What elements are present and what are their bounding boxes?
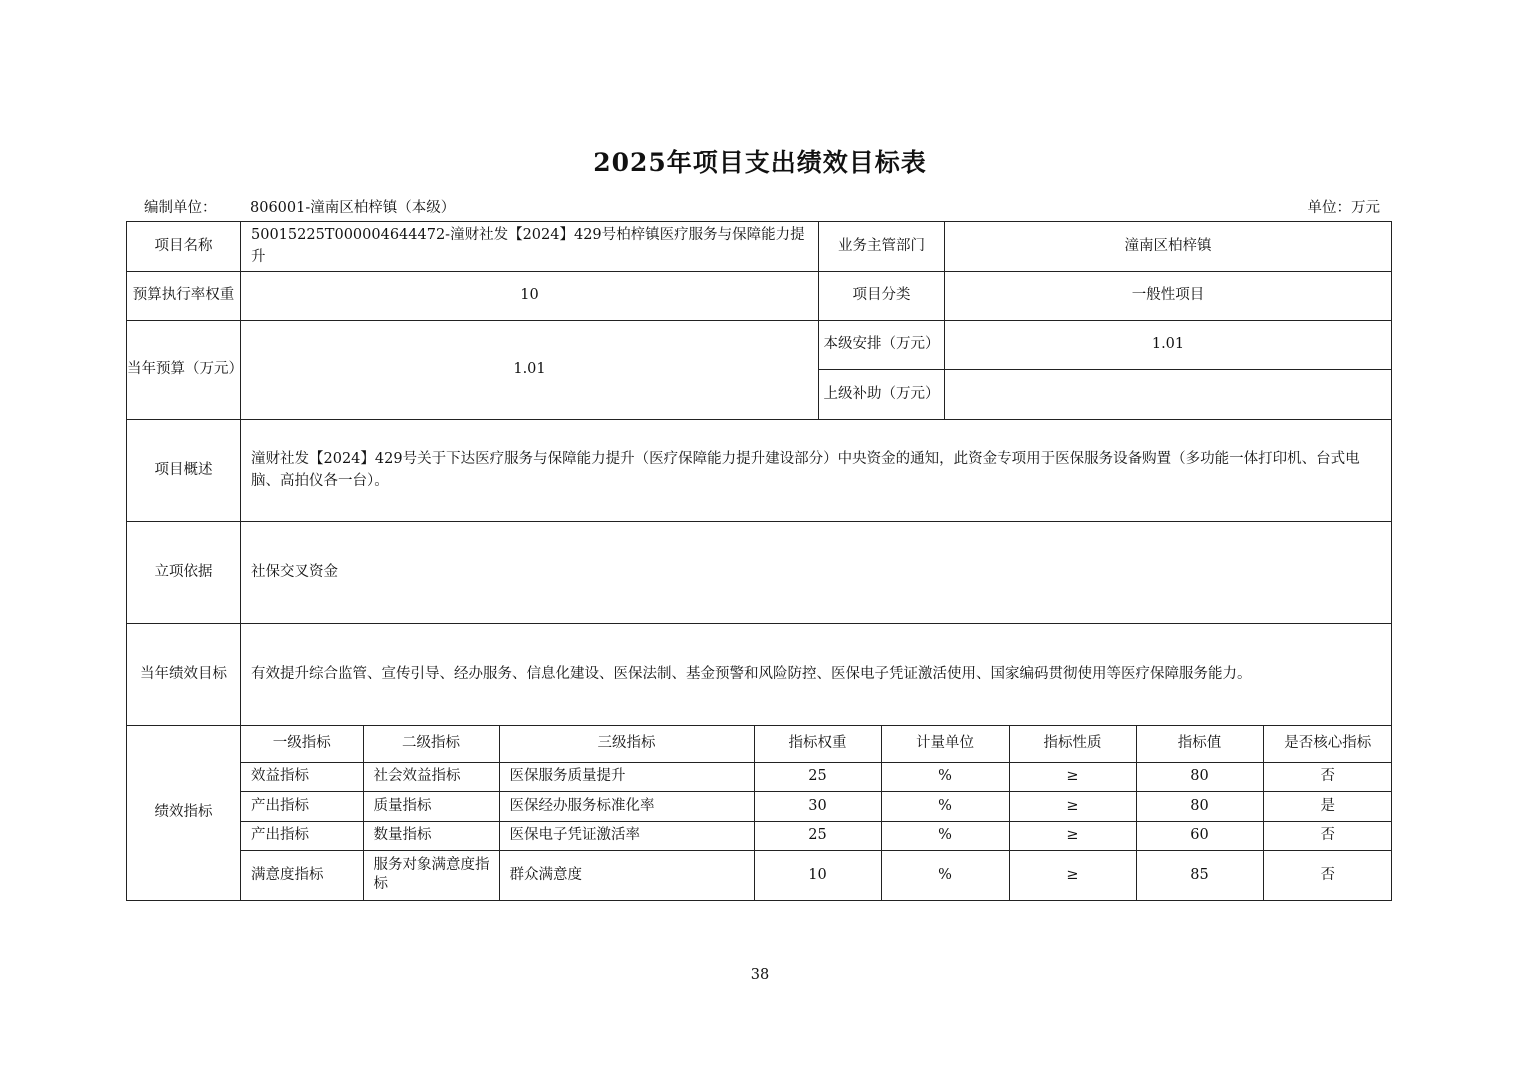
local-arrangement-value: 1.01 [945, 321, 1392, 370]
row-nature: ≥ [1009, 821, 1136, 850]
row-unit: % [881, 850, 1009, 900]
compiling-unit [144, 196, 455, 217]
row-value: 85 [1136, 850, 1263, 900]
row-level3: 医保服务质量提升 [499, 762, 754, 791]
table-row [241, 791, 1392, 821]
execution-weight-value: 10 [241, 272, 819, 321]
page-number: 38 [750, 967, 770, 983]
row-nature: ≥ [1009, 791, 1136, 821]
row-core: 否 [1263, 821, 1392, 850]
row-value: 80 [1136, 791, 1263, 821]
table-row [241, 762, 1392, 791]
table-row [241, 821, 1392, 850]
project-category-label: 项目分类 [819, 272, 945, 321]
row-unit: % [881, 791, 1009, 821]
annual-goal-label: 当年绩效目标 [127, 624, 241, 726]
department-value: 潼南区柏梓镇 [945, 222, 1392, 272]
row-level1: 满意度指标 [241, 850, 363, 900]
header-core: 是否核心指标 [1263, 726, 1392, 762]
row-core: 否 [1263, 762, 1392, 791]
overview-value: 潼财社发【2024】429号关于下达医疗服务与保障能力提升（医疗保障能力提升建设部分）中央资金的通知，此资金专项用于医保服务设备购置（多功能一体打印机、台式电脑、高拍仪各一台）。 [241, 420, 1392, 522]
row-level2: 质量指标 [363, 791, 499, 821]
performance-goal-table [126, 221, 1392, 901]
indicators-header-row [241, 726, 1392, 762]
row-weight: 25 [754, 821, 881, 850]
project-name-value: 50015225T000004644472-潼财社发【2024】429号柏梓镇医疗服务与保障能力提升 [241, 222, 819, 272]
row-value: 80 [1136, 762, 1263, 791]
row-level1: 效益指标 [241, 762, 363, 791]
row-level1: 产出指标 [241, 821, 363, 850]
row-level1: 产出指标 [241, 791, 363, 821]
indicators-cell [241, 726, 1392, 901]
overview-label: 项目概述 [127, 420, 241, 522]
basis-label: 立项依据 [127, 522, 241, 624]
row-level3: 医保电子凭证激活率 [499, 821, 754, 850]
row-weight: 10 [754, 850, 881, 900]
row-level3: 群众满意度 [499, 850, 754, 900]
row-weight: 25 [754, 762, 881, 791]
page-title: 2025年项目支出绩效目标表 [593, 148, 927, 177]
annual-budget-value: 1.01 [241, 321, 819, 420]
project-name-label: 项目名称 [127, 222, 241, 272]
row-core: 否 [1263, 850, 1392, 900]
table-row [241, 850, 1392, 900]
execution-weight-label: 预算执行率权重 [127, 272, 241, 321]
row-level3: 医保经办服务标准化率 [499, 791, 754, 821]
row-nature: ≥ [1009, 850, 1136, 900]
row-nature: ≥ [1009, 762, 1136, 791]
basis-value: 社保交叉资金 [241, 522, 1392, 624]
row-value: 60 [1136, 821, 1263, 850]
superior-subsidy-label: 上级补助（万元） [819, 370, 945, 420]
header-value: 指标值 [1136, 726, 1263, 762]
local-arrangement-label: 本级安排（万元） [819, 321, 945, 370]
row-level2: 社会效益指标 [363, 762, 499, 791]
row-unit: % [881, 762, 1009, 791]
compiling-unit-value: 806001-潼南区柏梓镇（本级） [250, 200, 456, 216]
annual-budget-label: 当年预算（万元） [127, 321, 241, 420]
currency-unit: 单位：万元 [1307, 200, 1380, 216]
superior-subsidy-value [945, 370, 1392, 420]
row-unit: % [881, 821, 1009, 850]
header-level1: 一级指标 [241, 726, 363, 762]
indicators-table [241, 726, 1392, 900]
header-unit: 计量单位 [881, 726, 1009, 762]
header-level2: 二级指标 [363, 726, 499, 762]
row-level2: 数量指标 [363, 821, 499, 850]
row-weight: 30 [754, 791, 881, 821]
row-core: 是 [1263, 791, 1392, 821]
row-level2: 服务对象满意度指标 [363, 850, 499, 900]
indicators-label: 绩效指标 [127, 726, 241, 901]
department-label: 业务主管部门 [819, 222, 945, 272]
annual-goal-value: 有效提升综合监管、宣传引导、经办服务、信息化建设、医保法制、基金预警和风险防控、医保电子凭证激活使用、国家编码贯彻使用等医疗保障服务能力。 [241, 624, 1392, 726]
header-nature: 指标性质 [1009, 726, 1136, 762]
header-level3: 三级指标 [499, 726, 754, 762]
project-category-value: 一般性项目 [945, 272, 1392, 321]
compiling-unit-label: 编制单位： [144, 200, 217, 216]
header-weight: 指标权重 [754, 726, 881, 762]
